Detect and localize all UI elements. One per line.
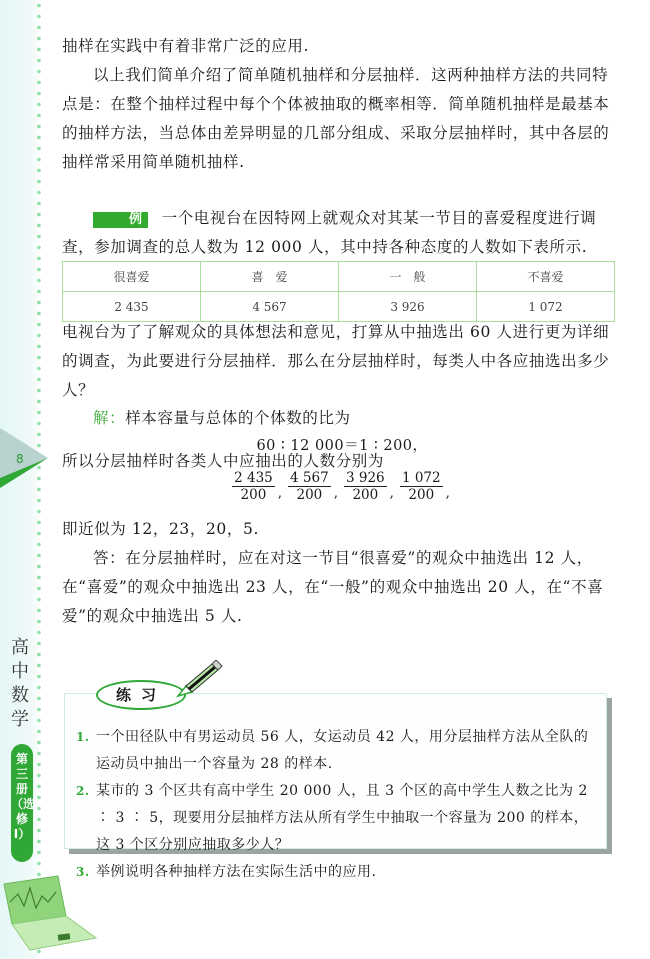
paragraph-approx: 即近似为 12，23，20，5.: [62, 520, 259, 538]
table-header-row: [63, 262, 615, 292]
exercise-number: 1.: [76, 730, 90, 744]
paragraph-summary: 以上我们简单介绍了简单随机抽样和分层抽样．这两种抽样方法的共同特点是：在整个抽样过程中每个个体被抽取的概率相等．简单随机抽样是最基本的抽样方法，当总体由差异明显的几部分组成、采取分层抽样时，其中各层的抽样常采用简单随机抽样.: [62, 66, 610, 171]
paragraph-answer: 答：在分层抽样时，应在对这一节目“很喜爱”的观众中抽选出 12 人，在“喜爱”的观众中抽选出 23 人，在“一般”的观众中抽选出 20 人，在“不喜爱”的观众中抽选出 5 人.: [62, 549, 604, 625]
pencil-icon: [172, 660, 224, 700]
exercise-item: [76, 859, 601, 886]
exercise-text: 某市的 3 个区共有高中学生 20 000 人，且 3 个区的高中学生人数之比为 2 ∶ 3 ∶ 5，现要用分层抽样方法从所有学生中抽取一个容量为 200 的样本，这 3 个区分别应抽取多少人？: [96, 783, 589, 853]
table-cell: 4 567: [201, 292, 339, 322]
example-text: 一个电视台在因特网上就观众对其某一节目的喜爱程度进行调查，参加调查的总人数为 12 000 人，其中持各种态度的人数如下表所示.: [62, 209, 597, 256]
fraction-list: $\frac{2 435}{200}$ , $\frac{4 567}{200}$ , $\frac{3 926}{200}$ , $\frac{1 072}{200}$ ,: [234, 470, 450, 503]
solution-tag: 解：: [93, 409, 126, 427]
table-row: [63, 292, 615, 322]
table-cell: 2 435: [63, 292, 201, 322]
fraction: $\frac{2 435}{200}$: [234, 470, 273, 503]
exercise-text: 举例说明各种抽样方法在实际生活中的应用.: [96, 864, 377, 880]
table-cell: 1 072: [477, 292, 615, 322]
page-number: 8: [16, 452, 24, 466]
exercise-title: 练习: [96, 680, 186, 710]
table-header: 不喜爱: [477, 262, 615, 292]
example-paragraph: [62, 204, 622, 262]
exercise-number: 2.: [76, 784, 90, 798]
paragraph-intro: 抽样在实践中有着非常广泛的应用.: [62, 37, 310, 55]
exercise-item: [76, 724, 601, 778]
ratio-formula: 60 ∶ 12 000＝1 ∶ 200，: [256, 438, 428, 454]
exercise-number: 3.: [76, 865, 90, 879]
fraction: $\frac{1 072}{200}$: [401, 470, 441, 503]
example-tag: 例: [93, 212, 148, 228]
table-header: 很喜爱: [63, 262, 201, 292]
paragraph-strata: 所以分层抽样时各类人中应抽出的人数分别为: [62, 452, 385, 470]
exercise-item: [76, 778, 601, 859]
paragraph-question: 电视台为了了解观众的具体想法和意见，打算从中抽选出 60 人进行更为详细的调查，为此要进行分层抽样．那么在分层抽样时，每类人中各应抽选出多少人？: [62, 323, 610, 399]
solution-text: 样本容量与总体的个体数的比为: [125, 409, 351, 427]
solution-line: [62, 404, 622, 433]
fraction: $\frac{4 567}{200}$: [290, 470, 329, 503]
fraction: $\frac{3 926}{200}$: [346, 470, 385, 503]
survey-table: [62, 261, 615, 322]
page-marker-triangle-icon: [0, 428, 48, 488]
book-title: 高中数学: [11, 637, 29, 730]
exercise-text: 一个田径队中有男运动员 56 人，女运动员 42 人，用分层抽样方法从全队的运动员中抽出一个容量为 28 的样本.: [96, 729, 589, 772]
table-header: 喜 爱: [201, 262, 339, 292]
volume-badge: 第三册（选修I）: [11, 744, 33, 862]
exercise-list: [76, 724, 601, 886]
table-header: 一 般: [339, 262, 477, 292]
table-cell: 3 926: [339, 292, 477, 322]
